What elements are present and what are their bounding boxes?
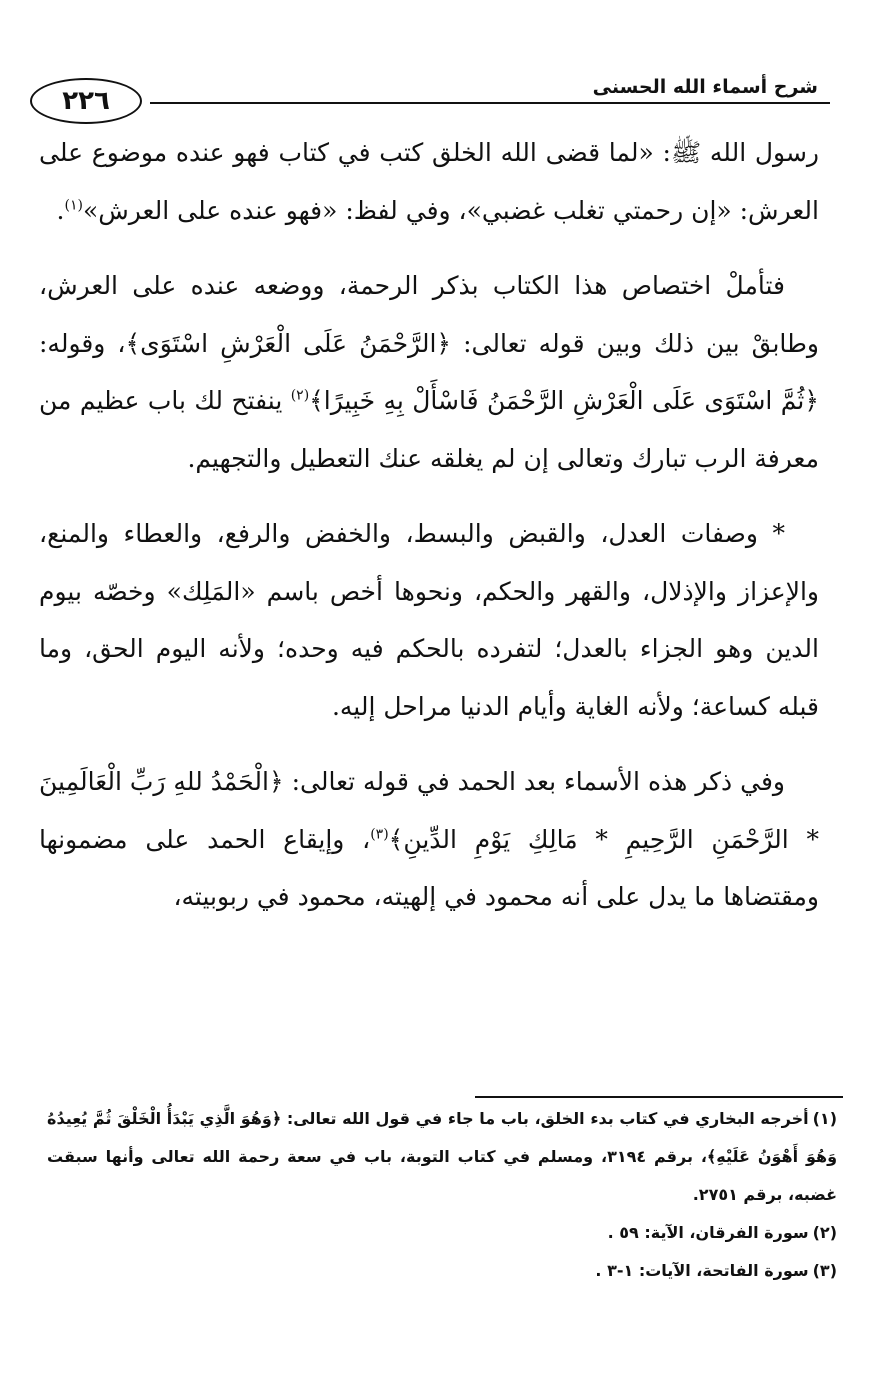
footnote-2 [47, 1214, 837, 1252]
footnote-3 [47, 1252, 837, 1290]
paragraph-text: فتأملْ اختصاص هذا الكتاب بذكر الرحمة، ووضعه عنده على العرش، وطابقْ بين ذلك وبين قوله تعالى: ﴿الرَّحْمَنُ عَلَى الْعَرْشِ اسْتَوَى﴾، وقوله: ﴿ثُمَّ اسْتَوَى عَلَى الْعَرْشِ الرَّحْمَنُ فَاسْأَلْ بِهِ خَبِيرًا﴾ [39, 271, 820, 415]
paragraph-tail: ، وإيقاع الحمد على مضمونها ومقتضاها ما يدل على أنه محمود في إلهيته، محمود في ربوبيته، [39, 824, 819, 911]
paragraph-1 [39, 124, 819, 239]
footnote-1 [47, 1100, 837, 1214]
main-text [39, 124, 819, 944]
footnotes [47, 1100, 837, 1290]
paragraph-2 [39, 257, 819, 487]
paragraph-4 [39, 753, 819, 926]
paragraph-tail: . [56, 195, 65, 225]
header-rule [150, 102, 830, 104]
footnote-number: (٣) [812, 1261, 837, 1280]
paragraph-text: * وصفات العدل، والقبض والبسط، والخفض والرفع، والعطاء والمنع، والإعزاز والإذلال، والقهر والحكم، ونحوها أخص باسم «المَلِك» وخصّه بيوم الدين وهو الجزاء بالعدل؛ لتفرده بالحكم فيه وحده؛ ولأنه اليوم الحق، وما قبله كساعة؛ ولأنه الغاية وأيام الدنيا مراحل إليه. [39, 519, 819, 721]
paragraph-text: رسول الله ﷺ: «لما قضى الله الخلق كتب في كتاب فهو عنده موضوع على العرش: «إن رحمتي تغلب غضبي»، وفي لفظ: «فهو عنده على العرش» [39, 138, 819, 225]
footnote-text: سورة الفرقان، الآية: ٥٩ . [607, 1223, 809, 1242]
footnote-ref: (٢) [290, 387, 310, 404]
paragraph-tail: ينفتح لك باب عظيم من معرفة الرب تبارك وتعالى إن لم يغلقه عنك التعطيل والتجهيم. [39, 386, 819, 473]
page-number: ٢٢٦ [30, 78, 142, 124]
footnote-ref: (٣) [370, 826, 389, 843]
footnote-number: (٢) [812, 1223, 837, 1242]
paragraph-3 [39, 505, 819, 735]
footnote-separator [475, 1096, 843, 1098]
footnote-text: سورة الفاتحة، الآيات: ١-٣ . [595, 1261, 809, 1280]
running-title: شرح أسماء الله الحسنى [592, 76, 818, 98]
page-header [30, 60, 850, 116]
footnote-text: أخرجه البخاري في كتاب بدء الخلق، باب ما جاء في قول الله تعالى: ﴿وَهُوَ الَّذِي يَبْدَأُ الْخَلْقَ ثُمَّ يُعِيدُهُ وَهُوَ أَهْوَنُ عَلَيْهِ﴾، برقم ٣١٩٤، ومسلم في كتاب التوبة، باب في سعة رحمة الله تعالى وأنها سبقت غضبه، برقم ٢٧٥١. [47, 1109, 838, 1204]
paragraph-text: وفي ذكر هذه الأسماء بعد الحمد في قوله تعالى: ﴿الْحَمْدُ للهِ رَبِّ الْعَالَمِينَ * الرَّحْمَنِ الرَّحِيمِ * مَالِكِ يَوْمِ الدِّينِ﴾ [39, 767, 820, 854]
footnote-number: (١) [812, 1109, 837, 1128]
footnote-ref: (١) [64, 197, 83, 214]
